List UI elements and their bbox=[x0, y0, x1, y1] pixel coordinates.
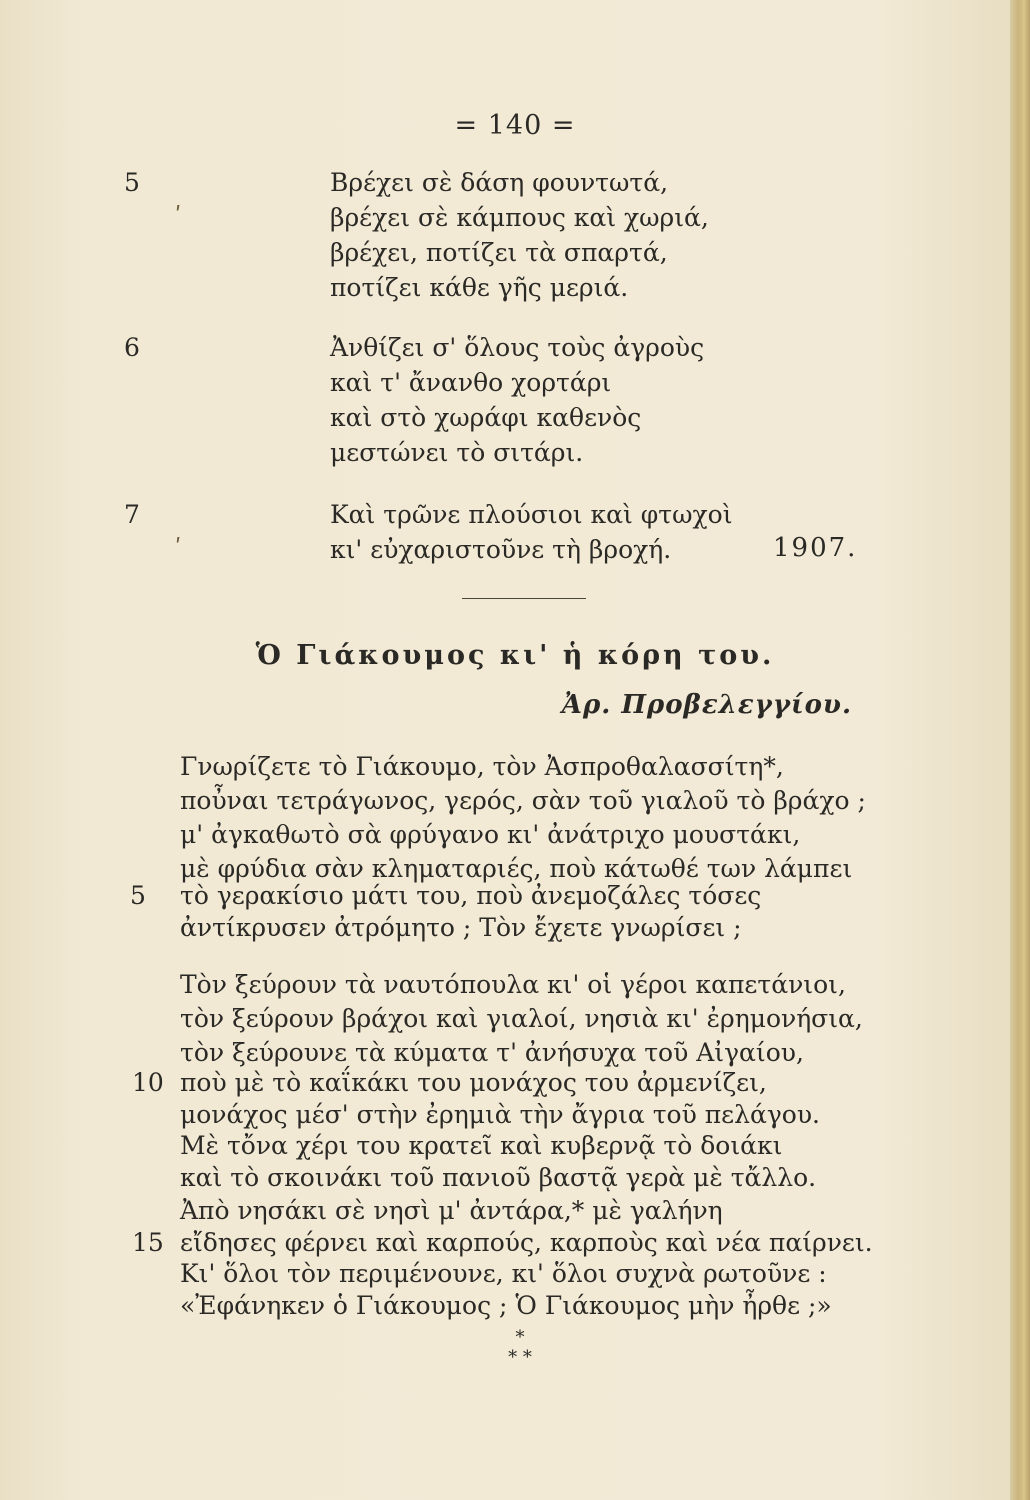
verse-line: Μὲ τὄνα χέρι του κρατεῖ καὶ κυβερνᾷ τὸ δοιάκι bbox=[180, 1131, 783, 1160]
verse-line: βρέχει σὲ κάμπους καὶ χωριά, bbox=[330, 203, 709, 232]
verse-line: Κι' ὅλοι τὸν περιμένουνε, κι' ὅλοι συχνὰ ρωτοῦνε : bbox=[180, 1259, 827, 1288]
verse-line: τὸν ξεύρουνε τὰ κύματα τ' ἀνήσυχα τοῦ Αἰγαίου, bbox=[180, 1038, 804, 1067]
verse-line: «Ἐφάνηκεν ὁ Γιάκουμος ; Ὁ Γιάκουμος μὴν ἦρθε ;» bbox=[180, 1291, 832, 1320]
verse-line: τὸν ξεύρουν βράχοι καὶ γιαλοί, νησιὰ κι' ἐρημονήσια, bbox=[180, 1004, 863, 1033]
verse-line: Τὸν ξεύρουν τὰ ναυτόπουλα κι' οἱ γέροι καπετάνιοι, bbox=[180, 970, 846, 999]
book-spine-edge bbox=[1010, 0, 1030, 1500]
verse-line: καὶ τ' ἄνανθο χορτάρι bbox=[330, 368, 612, 397]
verse-line: Καὶ τρῶνε πλούσιοι καὶ φτωχοὶ bbox=[330, 500, 733, 529]
poem-date: 1907. bbox=[773, 533, 858, 563]
line-number-5: 5 bbox=[130, 881, 146, 910]
asterism-divider bbox=[490, 1328, 550, 1368]
margin-mark: ʹ bbox=[175, 536, 182, 561]
verse-line: Ἀνθίζει σ' ὅλους τοὺς ἀγροὺς bbox=[330, 333, 705, 362]
stanza-number-7: 7 bbox=[124, 500, 140, 529]
verse-line: Βρέχει σὲ δάση φουντωτά, bbox=[330, 168, 669, 197]
verse-line: μὲ φρύδια σὰν κληματαριές, ποὺ κάτωθέ των λάμπει bbox=[180, 854, 853, 883]
verse-line: ποτίζει κάθε γῆς μεριά. bbox=[330, 273, 629, 302]
poem-title: Ὁ Γιάκουμος κι' ἡ κόρη του. bbox=[255, 640, 775, 671]
verse-line: ποὖναι τετράγωνος, γερός, σὰν τοῦ γιαλοῦ τὸ βράχο ; bbox=[180, 786, 866, 815]
line-number-15: 15 bbox=[132, 1228, 164, 1257]
verse-line: καὶ τὸ σκοινάκι τοῦ πανιοῦ βαστᾷ γερὰ μὲ τἄλλο. bbox=[180, 1163, 817, 1192]
verse-line: μονάχος μέσ' στὴν ἐρημιὰ τὴν ἄγρια τοῦ πελάγου. bbox=[180, 1100, 820, 1129]
margin-mark: ʹ bbox=[175, 204, 182, 229]
stanza-number-5: 5 bbox=[124, 168, 140, 197]
verse-line: ἀντίκρυσεν ἀτρόμητο ; Τὸν ἔχετε γνωρίσει ; bbox=[180, 913, 742, 942]
verse-line: ποὺ μὲ τὸ καΐκάκι του μονάχος του ἀρμενίζει, bbox=[180, 1068, 767, 1097]
verse-line: καὶ στὸ χωράφι καθενὸς bbox=[330, 403, 642, 432]
asterism-bottom: * * bbox=[508, 1347, 532, 1368]
section-divider bbox=[462, 598, 586, 599]
verse-line: Γνωρίζετε τὸ Γιάκουμο, τὸν Ἀσπροθαλασσίτη*, bbox=[180, 752, 784, 781]
verse-line: κι' εὐχαριστοῦνε τὴ βροχή. bbox=[330, 535, 672, 564]
stanza-number-6: 6 bbox=[124, 333, 140, 362]
verse-line: βρέχει, ποτίζει τὰ σπαρτά, bbox=[330, 238, 668, 267]
verse-line: Ἀπὸ νησάκι σὲ νησὶ μ' ἀντάρα,* μὲ γαλήνη bbox=[180, 1196, 723, 1225]
verse-line: εἴδησες φέρνει καὶ καρπούς, καρποὺς καὶ νέα παίρνει. bbox=[180, 1228, 873, 1257]
page-number-header: = 140 = bbox=[454, 110, 576, 141]
verse-line: τὸ γερακίσιο μάτι του, ποὺ ἀνεμοζάλες τόσες bbox=[180, 881, 762, 910]
line-number-10: 10 bbox=[132, 1068, 164, 1097]
poem-author: Ἀρ. Προβελεγγίου. bbox=[561, 690, 852, 720]
asterism-top: * bbox=[515, 1327, 525, 1348]
verse-line: μεστώνει τὸ σιτάρι. bbox=[330, 438, 584, 467]
verse-line: μ' ἀγκαθωτὸ σὰ φρύγανο κι' ἀνάτριχο μουστάκι, bbox=[180, 820, 801, 849]
